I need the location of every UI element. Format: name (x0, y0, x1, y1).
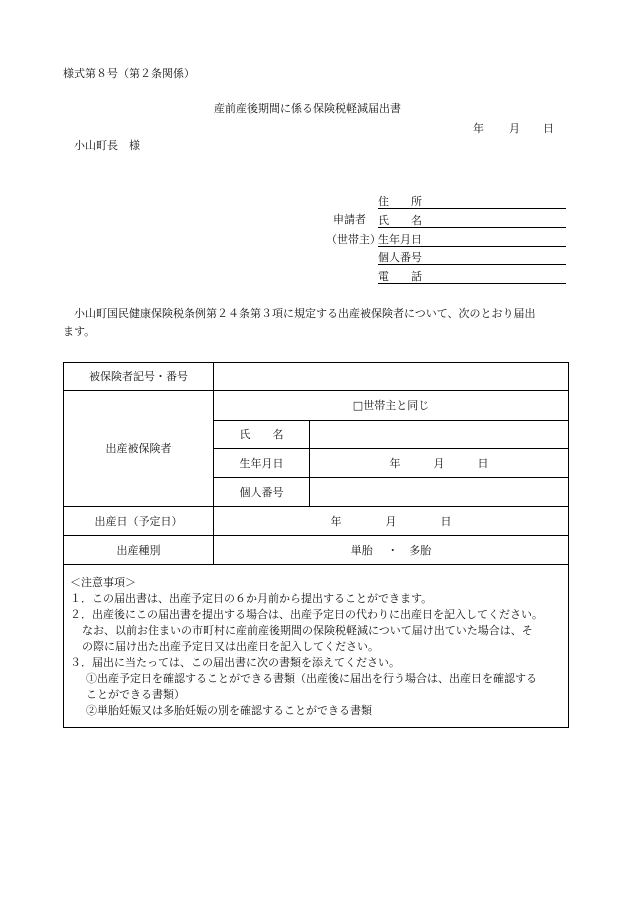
note-line: ことができる書類） (86, 688, 185, 701)
insured-dob-label: 生年月日 (214, 449, 310, 478)
name-line[interactable] (378, 227, 566, 228)
insured-personal-number-field[interactable] (310, 478, 569, 507)
insured-number-row (64, 363, 569, 391)
note-line: １．この届出書は、出産予定日の６か月前から提出することができます。 (70, 592, 433, 605)
same-as-householder-checkbox[interactable]: □世帯主と同じ (214, 391, 569, 421)
note-line: ①出産予定日を確認することができる書類（出産後に届出を行う場合は、出産日を確認する (86, 672, 537, 685)
addressee: 小山町長 様 (74, 139, 140, 152)
insured-name-field[interactable] (310, 421, 569, 449)
same-as-householder-row (64, 391, 569, 421)
applicant-role-label: 申請者 (333, 213, 366, 226)
insured-number-label: 被保険者記号・番号 (64, 363, 214, 391)
birth-type-row (64, 536, 569, 565)
birthdate-label: 生年月日 (378, 233, 422, 246)
birth-date-field[interactable]: 年 月 日 (214, 507, 569, 536)
phone-line[interactable] (378, 283, 566, 284)
birth-type-field[interactable]: 単胎 ・ 多胎 (214, 536, 569, 565)
intro-text-line2: ます。 (63, 325, 96, 338)
insured-name-label: 氏 名 (214, 421, 310, 449)
notes-row (64, 565, 569, 728)
address-line[interactable] (378, 208, 566, 209)
insured-dob-field[interactable]: 年 月 日 (310, 449, 569, 478)
birth-date-label: 出産日（予定日） (64, 507, 214, 536)
date-year-label: 年 (473, 122, 484, 135)
date-month-label: 月 (509, 122, 520, 135)
phone-label: 電 話 (378, 270, 422, 283)
applicant-role-sub-label: （世帯主） (326, 233, 381, 246)
note-line: ２．出産後にこの届出書を提出する場合は、出産予定日の代わりに出産日を記入してください。 (70, 608, 543, 621)
page-title: 産前産後期間に係る保険税軽減届出書 (214, 102, 401, 115)
note-line: ３．届出に当たっては、この届出書に次の書類を添えてください。 (70, 656, 400, 669)
address-label: 住 所 (378, 195, 422, 208)
notes-heading: ＜注意事項＞ (70, 576, 136, 589)
birthdate-line[interactable] (378, 246, 566, 247)
birth-date-row (64, 507, 569, 536)
notes-section (64, 565, 569, 728)
note-line: ②単胎妊娠又は多胎妊娠の別を確認することができる書類 (86, 704, 372, 717)
birth-insured-label: 出産被保険者 (64, 391, 214, 507)
date-day-label: 日 (543, 122, 554, 135)
insured-personal-number-label: 個人番号 (214, 478, 310, 507)
note-line: なお、以前お住まいの市町村に産前産後期間の保険税軽減について届け出ていた場合は、そ (82, 624, 533, 637)
birth-type-label: 出産種別 (64, 536, 214, 565)
notification-table (63, 362, 569, 728)
personal-number-label: 個人番号 (378, 251, 422, 264)
insured-number-field[interactable] (214, 363, 569, 391)
form-number: 様式第８号（第２条関係） (63, 67, 195, 80)
intro-text-line1: 小山町国民健康保険税条例第２４条第３項に規定する出産被保険者について、次のとおり届出 (74, 307, 536, 320)
personal-number-line[interactable] (378, 264, 566, 265)
name-label: 氏 名 (378, 214, 422, 227)
note-line: の際に届け出た出産予定日又は出産日を記入してください。 (82, 640, 379, 653)
